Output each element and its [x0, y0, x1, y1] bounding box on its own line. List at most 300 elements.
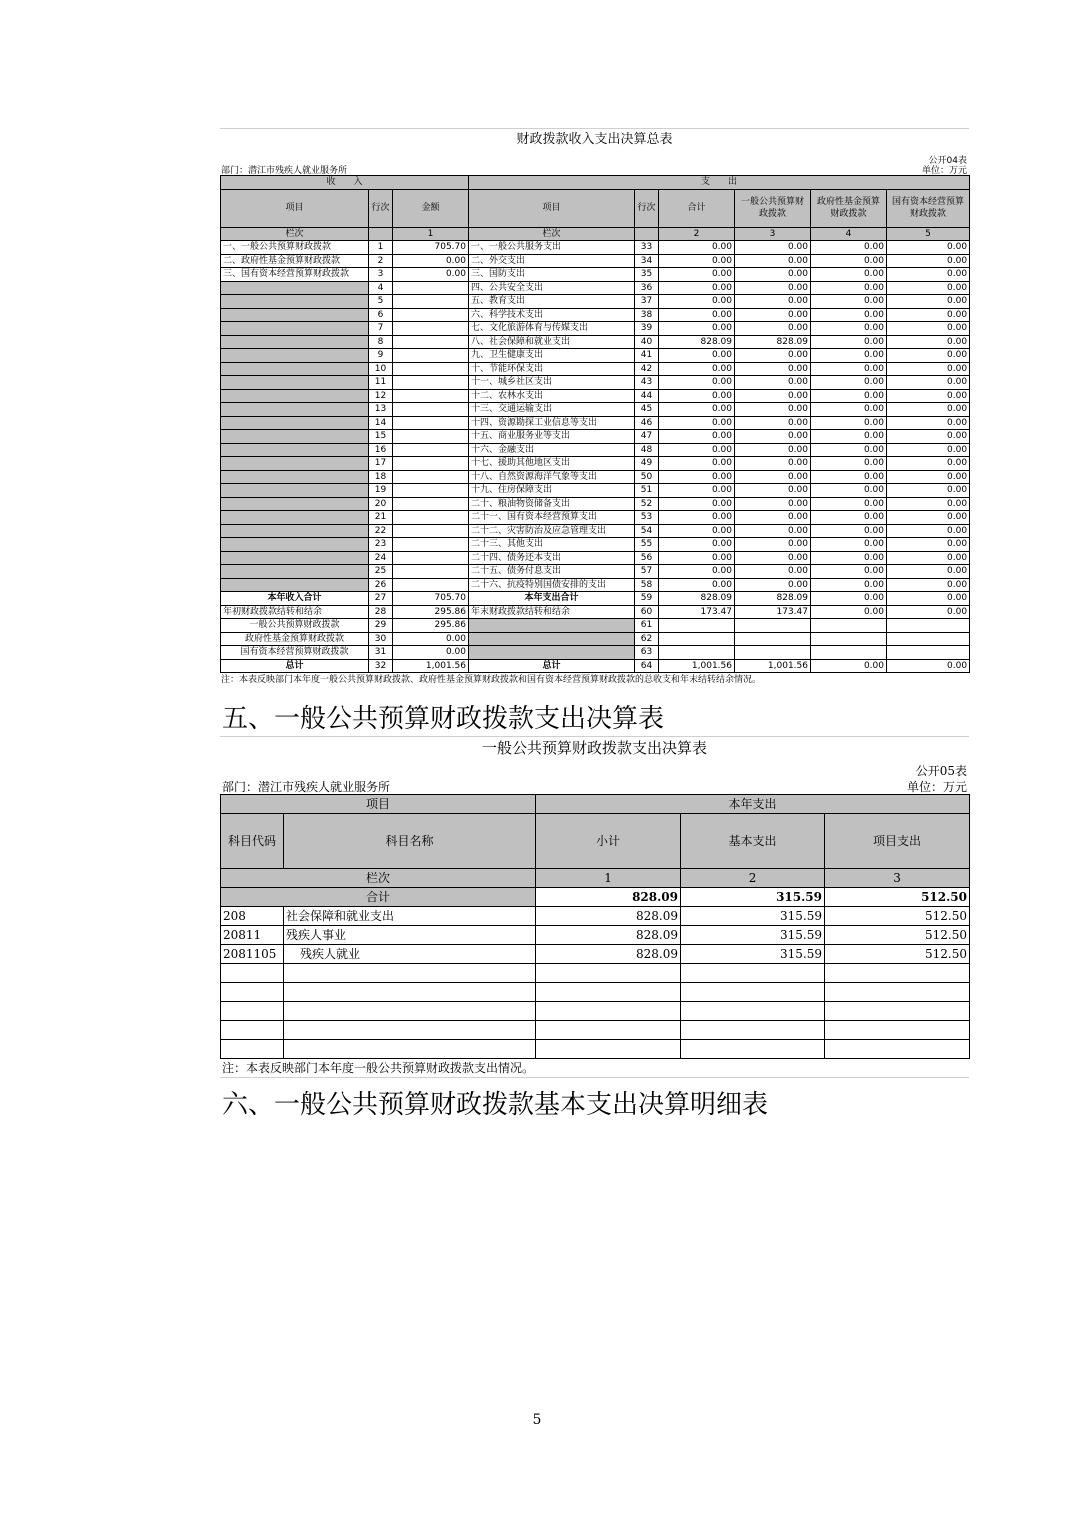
- t05-col-row-2: 2: [681, 869, 825, 888]
- income-row-no: 15: [369, 430, 393, 444]
- expense-fund: 0.00: [811, 443, 887, 457]
- income-amount: 705.70: [393, 241, 469, 255]
- table-row: [221, 241, 970, 255]
- income-row-no: 17: [369, 457, 393, 471]
- grand-total-e2: 1,001.56: [735, 659, 811, 673]
- expense-fund: 0.00: [811, 349, 887, 363]
- expense-state: 0.00: [887, 295, 970, 309]
- total-eno: 59: [635, 592, 659, 606]
- expense-total: 0.00: [659, 484, 735, 498]
- expense-row-no: 42: [635, 362, 659, 376]
- grand-total-e3: 0.00: [811, 659, 887, 673]
- income-amount: [393, 565, 469, 579]
- expense-general: 0.00: [735, 430, 811, 444]
- expense-item: 二十五、债务付息支出: [469, 565, 635, 579]
- expense-row-no: 34: [635, 254, 659, 268]
- t05-code: 2081105: [221, 945, 284, 964]
- t05-col-project: 项目支出: [825, 814, 970, 869]
- expense-fund: 0.00: [811, 605, 887, 619]
- expense-general: 0.00: [735, 470, 811, 484]
- empty-row: [221, 1021, 970, 1040]
- expense-item: 九、卫生健康支出: [469, 349, 635, 363]
- income-item: [221, 362, 369, 376]
- expense-item: 十六、金融支出: [469, 443, 635, 457]
- expense-item: 一、一般公共服务支出: [469, 241, 635, 255]
- income-item: 一、一般公共预算财政拨款: [221, 241, 369, 255]
- income-item: [221, 322, 369, 336]
- expense-item: 二十三、其他支出: [469, 538, 635, 552]
- income-amount: [393, 524, 469, 538]
- table-row: [221, 484, 970, 498]
- table-row: [221, 524, 970, 538]
- expense-total: 0.00: [659, 281, 735, 295]
- expense-item: 二十二、灾害防治及应急管理支出: [469, 524, 635, 538]
- expense-state: 0.00: [887, 403, 970, 417]
- t05-total-sub: 828.09: [536, 888, 681, 907]
- income-item: [221, 565, 369, 579]
- income-amount: [393, 497, 469, 511]
- expense-fund: [811, 632, 887, 646]
- expense-state: [887, 646, 970, 660]
- expense-state: 0.00: [887, 511, 970, 525]
- income-row-no: 1: [369, 241, 393, 255]
- table05-title: 一般公共预算财政拨款支出决算表: [220, 736, 969, 760]
- income-row-no: 22: [369, 524, 393, 538]
- expense-item: 年末财政拨款结转和结余: [469, 605, 635, 619]
- expense-total: 0.00: [659, 565, 735, 579]
- income-row-no: 6: [369, 308, 393, 322]
- income-item: [221, 349, 369, 363]
- income-item: [221, 416, 369, 430]
- expense-state: 0.00: [887, 565, 970, 579]
- col-row-no2: 行次: [635, 189, 659, 227]
- total-elabel: 本年支出合计: [469, 592, 635, 606]
- table04-title: 财政拨款收入支出决算总表: [220, 128, 969, 151]
- table04-note: 注：本表反映部门本年度一般公共预算财政拨款、政府性基金预算财政拨款和国有资本经营预算财政拨款的总收支和年末结转结余情况。: [221, 675, 762, 685]
- t05-col-name: 科目名称: [284, 814, 536, 869]
- table-row: [221, 389, 970, 403]
- t05-header-item: 项目: [221, 795, 536, 814]
- income-item: [221, 281, 369, 295]
- table-row: [221, 497, 970, 511]
- expense-general: 0.00: [735, 376, 811, 390]
- income-item: [221, 497, 369, 511]
- expense-row-no: 44: [635, 389, 659, 403]
- expense-state: 0.00: [887, 281, 970, 295]
- income-amount: [393, 470, 469, 484]
- col-row-5: 5: [887, 227, 970, 241]
- income-amount: [393, 308, 469, 322]
- expense-row-no: 37: [635, 295, 659, 309]
- table04-code: 公开04表: [928, 156, 967, 166]
- table-row: [221, 907, 970, 926]
- t05-col-row-1: 1: [536, 869, 681, 888]
- expense-fund: [811, 646, 887, 660]
- expense-total: 0.00: [659, 349, 735, 363]
- income-row-no: 9: [369, 349, 393, 363]
- expense-general: 0.00: [735, 416, 811, 430]
- expense-total: 0.00: [659, 443, 735, 457]
- expense-general: 0.00: [735, 295, 811, 309]
- expense-general: 0.00: [735, 254, 811, 268]
- table05: [220, 794, 970, 1059]
- expense-state: 0.00: [887, 538, 970, 552]
- expense-row-no: 49: [635, 457, 659, 471]
- income-item: 政府性基金预算财政拨款: [221, 632, 369, 646]
- expense-general: 0.00: [735, 322, 811, 336]
- expense-fund: 0.00: [811, 524, 887, 538]
- income-item: [221, 511, 369, 525]
- expense-state: 0.00: [887, 254, 970, 268]
- expense-item: 十三、交通运输支出: [469, 403, 635, 417]
- table04-meta: [220, 151, 969, 175]
- table-row: [221, 268, 970, 282]
- t05-sub: 828.09: [536, 945, 681, 964]
- table-row: [221, 281, 970, 295]
- col-row-no: 行次: [369, 189, 393, 227]
- expense-row-no: 36: [635, 281, 659, 295]
- table05-code: 公开05表: [915, 764, 967, 778]
- income-amount: [393, 538, 469, 552]
- table-row: [221, 254, 970, 268]
- expense-row-no: 35: [635, 268, 659, 282]
- income-row-no: 28: [369, 605, 393, 619]
- income-row-no: 19: [369, 484, 393, 498]
- expense-state: 0.00: [887, 241, 970, 255]
- expense-fund: 0.00: [811, 497, 887, 511]
- t05-code: 20811: [221, 926, 284, 945]
- expense-fund: 0.00: [811, 484, 887, 498]
- income-item: [221, 403, 369, 417]
- expense-fund: 0.00: [811, 538, 887, 552]
- expense-fund: 0.00: [811, 416, 887, 430]
- income-item: 国有资本经营预算财政拨款: [221, 646, 369, 660]
- expense-general: 0.00: [735, 484, 811, 498]
- income-item: 年初财政拨款结转和结余: [221, 605, 369, 619]
- income-row-no: 20: [369, 497, 393, 511]
- expense-total: 173.47: [659, 605, 735, 619]
- expense-row-no: 43: [635, 376, 659, 390]
- t05-col-code: 科目代码: [221, 814, 284, 869]
- expense-general: 173.47: [735, 605, 811, 619]
- total-label: 本年收入合计: [221, 592, 369, 606]
- expense-state: [887, 619, 970, 633]
- expense-row-no: 57: [635, 565, 659, 579]
- income-item: [221, 295, 369, 309]
- expense-state: 0.00: [887, 578, 970, 592]
- table-row: [221, 335, 970, 349]
- col-row-label2: 栏次: [469, 227, 635, 241]
- table04: [220, 175, 970, 673]
- expense-fund: 0.00: [811, 511, 887, 525]
- expense-item: 二十六、抗疫特别国债安排的支出: [469, 578, 635, 592]
- expense-item: 十七、援助其他地区支出: [469, 457, 635, 471]
- table04-unit: 单位：万元: [921, 166, 967, 176]
- col-general: 一般公共预算财政拨款: [735, 189, 811, 227]
- empty-row: [221, 964, 970, 983]
- table-row: [221, 945, 970, 964]
- grand-total-label: 总计: [221, 659, 369, 673]
- income-amount: [393, 578, 469, 592]
- expense-row-no: 61: [635, 619, 659, 633]
- income-row-no: 13: [369, 403, 393, 417]
- expense-item: 四、公共安全支出: [469, 281, 635, 295]
- table-row: [221, 646, 970, 660]
- t05-name: 残疾人事业: [284, 926, 536, 945]
- expense-fund: 0.00: [811, 470, 887, 484]
- expense-header: 支 出: [469, 176, 970, 190]
- t05-name: 社会保障和就业支出: [284, 907, 536, 926]
- expense-state: 0.00: [887, 470, 970, 484]
- expense-fund: 0.00: [811, 254, 887, 268]
- expense-item: [469, 646, 635, 660]
- expense-item: 二、外交支出: [469, 254, 635, 268]
- income-amount: [393, 281, 469, 295]
- section6-heading: 六、一般公共预算财政拨款基本支出决算明细表: [222, 1090, 769, 1120]
- expense-item: 二十、粮油物资储备支出: [469, 497, 635, 511]
- income-amount: 0.00: [393, 632, 469, 646]
- expense-general: 0.00: [735, 565, 811, 579]
- t05-basic: 315.59: [681, 926, 825, 945]
- table-row: [221, 619, 970, 633]
- expense-state: [887, 632, 970, 646]
- expense-fund: 0.00: [811, 578, 887, 592]
- expense-item: 十五、商业服务业等支出: [469, 430, 635, 444]
- col-fund: 政府性基金预算财政拨款: [811, 189, 887, 227]
- expense-state: 0.00: [887, 416, 970, 430]
- expense-item: 十四、资源勘探工业信息等支出: [469, 416, 635, 430]
- expense-general: [735, 646, 811, 660]
- general-budget-expense-table-block: [220, 736, 969, 1078]
- income-item: [221, 524, 369, 538]
- expense-general: [735, 632, 811, 646]
- expense-general: 0.00: [735, 268, 811, 282]
- income-amount: [393, 416, 469, 430]
- expense-item: [469, 619, 635, 633]
- income-item: [221, 457, 369, 471]
- table-row: [221, 416, 970, 430]
- expense-total: 0.00: [659, 511, 735, 525]
- table-row: [221, 349, 970, 363]
- col-item: 项目: [221, 189, 369, 227]
- grand-total-e1: 1,001.56: [659, 659, 735, 673]
- total-e1: 828.09: [659, 592, 735, 606]
- income-row-no: 23: [369, 538, 393, 552]
- income-amount: [393, 349, 469, 363]
- t05-project: 512.50: [825, 945, 970, 964]
- expense-state: 0.00: [887, 389, 970, 403]
- section5-heading: 五、一般公共预算财政拨款支出决算表: [222, 704, 665, 734]
- expense-total: 0.00: [659, 457, 735, 471]
- income-amount: [393, 430, 469, 444]
- expense-row-no: 46: [635, 416, 659, 430]
- page-number: 5: [532, 1412, 542, 1428]
- table-row: [221, 578, 970, 592]
- expense-general: 0.00: [735, 281, 811, 295]
- expense-item: 二十四、债务还本支出: [469, 551, 635, 565]
- expense-state: 0.00: [887, 443, 970, 457]
- expense-row-no: 60: [635, 605, 659, 619]
- expense-state: 0.00: [887, 551, 970, 565]
- income-row-no: 21: [369, 511, 393, 525]
- total-e3: 0.00: [811, 592, 887, 606]
- expense-fund: 0.00: [811, 403, 887, 417]
- t05-col-row-label: 栏次: [221, 869, 536, 888]
- table-row: [221, 565, 970, 579]
- income-amount: [393, 295, 469, 309]
- expense-item: [469, 632, 635, 646]
- income-item: [221, 335, 369, 349]
- expense-state: 0.00: [887, 484, 970, 498]
- expense-fund: 0.00: [811, 281, 887, 295]
- t05-total-label: 合计: [221, 888, 536, 907]
- t05-sub: 828.09: [536, 907, 681, 926]
- expense-total: 0.00: [659, 538, 735, 552]
- expense-total: 0.00: [659, 376, 735, 390]
- income-header: 收 入: [221, 176, 469, 190]
- t05-sub: 828.09: [536, 926, 681, 945]
- total-no: 27: [369, 592, 393, 606]
- table-row: [221, 926, 970, 945]
- table-row: [221, 551, 970, 565]
- table04-department: 部门：潜江市残疾人就业服务所: [221, 166, 348, 176]
- grand-total-row: [221, 659, 970, 673]
- expense-item: 十二、农林水支出: [469, 389, 635, 403]
- t05-project: 512.50: [825, 907, 970, 926]
- table05-note: 注：本表反映部门本年度一般公共预算财政拨款支出情况。: [220, 1059, 969, 1078]
- col-amount: 金额: [393, 189, 469, 227]
- table-row: [221, 403, 970, 417]
- income-row-no: 14: [369, 416, 393, 430]
- expense-row-no: 33: [635, 241, 659, 255]
- expense-row-no: 47: [635, 430, 659, 444]
- income-row-no: 2: [369, 254, 393, 268]
- col-item2: 项目: [469, 189, 635, 227]
- col-row-3: 3: [735, 227, 811, 241]
- expense-total: 0.00: [659, 254, 735, 268]
- table05-meta: [220, 760, 969, 794]
- expense-state: 0.00: [887, 497, 970, 511]
- income-amount: [393, 511, 469, 525]
- income-amount: [393, 335, 469, 349]
- t05-total-basic: 315.59: [681, 888, 825, 907]
- expense-general: 0.00: [735, 511, 811, 525]
- expense-general: 0.00: [735, 308, 811, 322]
- grand-total-elabel: 总计: [469, 659, 635, 673]
- income-amount: 0.00: [393, 646, 469, 660]
- income-item: [221, 389, 369, 403]
- income-row-no: 31: [369, 646, 393, 660]
- income-total-row: [221, 592, 970, 606]
- expense-general: 0.00: [735, 403, 811, 417]
- expense-general: 0.00: [735, 362, 811, 376]
- expense-total: 0.00: [659, 470, 735, 484]
- income-item: 二、政府性基金预算财政拨款: [221, 254, 369, 268]
- t05-basic: 315.59: [681, 945, 825, 964]
- expense-total: 0.00: [659, 578, 735, 592]
- expense-general: 0.00: [735, 538, 811, 552]
- income-item: [221, 538, 369, 552]
- income-item: [221, 470, 369, 484]
- income-amount: [393, 322, 469, 336]
- expense-general: 0.00: [735, 349, 811, 363]
- income-amount: [393, 362, 469, 376]
- expense-row-no: 62: [635, 632, 659, 646]
- col-row-1: 1: [393, 227, 469, 241]
- t05-project: 512.50: [825, 926, 970, 945]
- empty-row: [221, 1002, 970, 1021]
- table-row: [221, 538, 970, 552]
- income-item: [221, 376, 369, 390]
- expense-general: 0.00: [735, 578, 811, 592]
- income-item: [221, 578, 369, 592]
- expense-state: 0.00: [887, 349, 970, 363]
- income-row-no: 10: [369, 362, 393, 376]
- expense-row-no: 52: [635, 497, 659, 511]
- expense-total: 0.00: [659, 524, 735, 538]
- expense-row-no: 50: [635, 470, 659, 484]
- income-row-no: 30: [369, 632, 393, 646]
- t05-col-basic: 基本支出: [681, 814, 825, 869]
- expense-total: 0.00: [659, 268, 735, 282]
- expense-state: 0.00: [887, 268, 970, 282]
- income-item: [221, 430, 369, 444]
- income-item: [221, 484, 369, 498]
- expense-item: 十、节能环保支出: [469, 362, 635, 376]
- expense-fund: 0.00: [811, 241, 887, 255]
- total-amount: 705.70: [393, 592, 469, 606]
- income-item: [221, 551, 369, 565]
- table-row: [221, 457, 970, 471]
- total-e4: 0.00: [887, 592, 970, 606]
- income-row-no: 8: [369, 335, 393, 349]
- expense-total: [659, 646, 735, 660]
- income-row-no: 11: [369, 376, 393, 390]
- expense-total: 0.00: [659, 551, 735, 565]
- income-amount: [393, 403, 469, 417]
- col-row-label: 栏次: [221, 227, 369, 241]
- t05-col-sub: 小计: [536, 814, 681, 869]
- expense-fund: 0.00: [811, 565, 887, 579]
- income-amount: [393, 443, 469, 457]
- expense-fund: 0.00: [811, 376, 887, 390]
- expense-row-no: 58: [635, 578, 659, 592]
- table-row: [221, 430, 970, 444]
- empty-row: [221, 983, 970, 1002]
- income-amount: 0.00: [393, 254, 469, 268]
- total-e2: 828.09: [735, 592, 811, 606]
- expense-item: 十一、城乡社区支出: [469, 376, 635, 390]
- income-amount: 0.00: [393, 268, 469, 282]
- expense-row-no: 48: [635, 443, 659, 457]
- table-row: [221, 511, 970, 525]
- expense-item: 三、国防支出: [469, 268, 635, 282]
- expense-row-no: 38: [635, 308, 659, 322]
- expense-total: 828.09: [659, 335, 735, 349]
- expense-state: 0.00: [887, 430, 970, 444]
- income-item: [221, 443, 369, 457]
- expense-state: 0.00: [887, 605, 970, 619]
- expense-general: [735, 619, 811, 633]
- t05-name: 残疾人就业: [284, 945, 536, 964]
- table05-unit: 单位：万元: [906, 780, 967, 794]
- table-row: [221, 632, 970, 646]
- income-row-no: 25: [369, 565, 393, 579]
- income-amount: [393, 484, 469, 498]
- expense-state: 0.00: [887, 335, 970, 349]
- expense-general: 0.00: [735, 389, 811, 403]
- expense-item: 八、社会保障和就业支出: [469, 335, 635, 349]
